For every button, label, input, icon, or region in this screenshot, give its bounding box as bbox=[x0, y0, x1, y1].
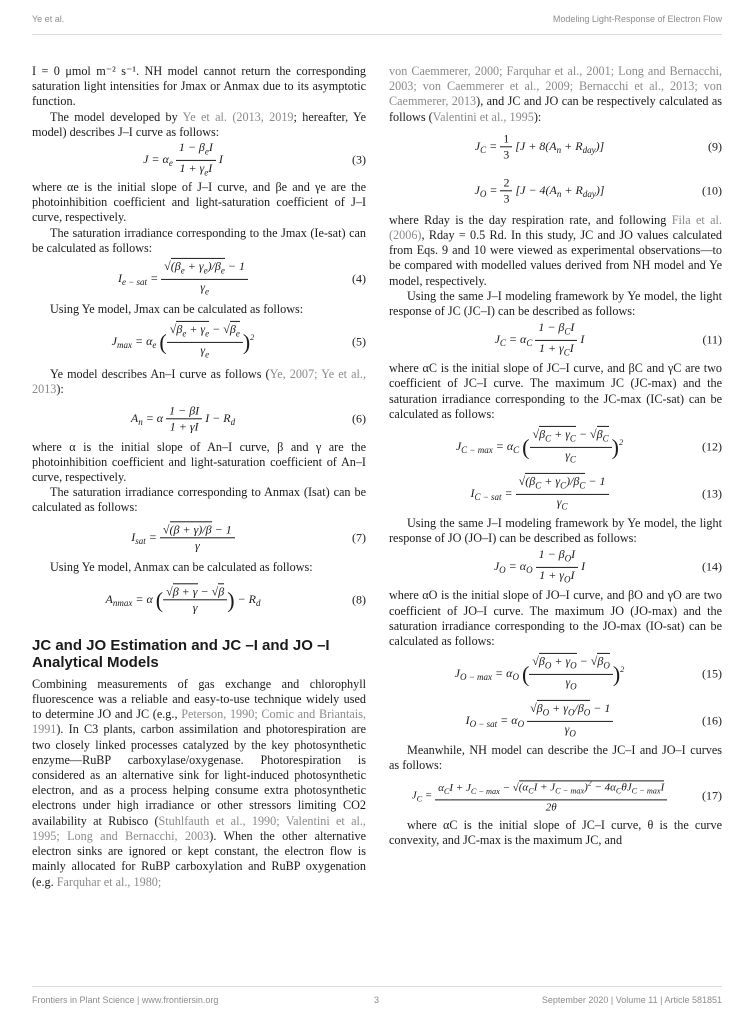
citation-link[interactable]: Ye et al. (2013, 2019 bbox=[182, 109, 294, 124]
citation-link[interactable]: Valentini et al., 1995 bbox=[432, 109, 534, 124]
paragraph: Using the same J–I modeling framework by Ye model, the light response of JO (JO–I) can be described as follows: bbox=[389, 516, 722, 546]
paragraph: where αC is the initial slope of JC–I curve, θ is the curve convexity, and JC-max is the maximum JC, and bbox=[389, 817, 722, 847]
equation-15: $J_{O - max} = \alpha_O$ ( $\frac{√\beta_O + \gamma_O - √\beta_O}{\gamma_O}$ )$^2$ (15) bbox=[454, 654, 722, 692]
equation-3: $J = \alpha_e$ $\frac{1 - \beta_eI}{1 + \gamma_eI}$ I (3) bbox=[143, 139, 366, 177]
paragraph: The saturation irradiance corresponding to Anmax (Isat) can be calculated as follows: bbox=[32, 485, 366, 515]
paragraph: Combining measurements of gas exchange and chlorophyll fluorescence was a reliable and easy-to-use technique widely used to determine JO and JC (e.g., Peterson, 1990; Comic and Briantais, 1991). In C3 plants, carbon assimilation and photorespiration are two closely linked processes catalyzed by the key photosynthetic enzyme—RuBP carboxylase/oxygenase. Photorespiration is considered as an alternative sink for light-induced photosynthetic electron, and as a process helping consume extra photosynthetic electrons under high irradiance or other stressors limiting CO2 availability at Rubisco (Stuhlfauth et al., 1990; Valentini et al., 1995; Long and Bernacchi, 2003). When the other alternative electron sinks are ignored or kept constant, the electron flow is mainly allocated for RuBP carboxylation and RuBP oxygenation (e.g. Farquhar et al., 1980; bbox=[32, 676, 366, 889]
running-header-title: Modeling Light-Response of Electron Flow bbox=[552, 14, 722, 24]
equation-16: $I_{O - sat} = \alpha_O$ $\frac{√\beta_O + \gamma_O/\beta_O - 1}{\gamma_O}$ (16) bbox=[465, 701, 722, 739]
running-header-authors: Ye et al. bbox=[32, 14, 65, 24]
equation-number: (16) bbox=[702, 713, 722, 728]
equation-7: $I_{sat}$ = $\frac{√(\beta + \gamma)/\beta - 1}{\gamma}$ (7) bbox=[131, 521, 366, 553]
citation-link[interactable]: Farquhar et al., 1980; bbox=[56, 874, 162, 889]
citation-link[interactable]: Peterson, 1990; Comic and Briantais, 1991 bbox=[32, 707, 366, 737]
paragraph: Using Ye model, Jmax can be calculated as follows: bbox=[50, 302, 304, 317]
paragraph: Using the same J–I modeling framework by Ye model, the light response of JC (JC–I) can be described as follows: bbox=[389, 288, 722, 319]
equation-number: (12) bbox=[702, 439, 722, 454]
equation-8: $A_{nmax} = \alpha$ ( $\frac{√\beta + \gamma - √\beta}{\gamma}$ ) − $R_d$ (8) bbox=[105, 584, 366, 615]
paragraph: Meanwhile, NH model can describe the JC–I and JO–I curves as follows: bbox=[389, 743, 722, 773]
equation-10: $J_O$ = $\frac{2}{3}$ $[J - 4(A_n + R_{day})]$ (10) bbox=[474, 175, 722, 206]
paragraph: I = 0 μmol m⁻² s⁻¹. NH model cannot return the corresponding saturation light intensities for Jmax or Anmax due to its asymptotic function. bbox=[32, 64, 366, 109]
citation-link[interactable]: Fila et al. (2006) bbox=[389, 212, 722, 243]
equation-5: $J_{max} = \alpha_e$ ( $\frac{√\beta_e + \gamma_e - √\beta_e}{\gamma_e}$ )$^2$ (5) bbox=[111, 322, 366, 360]
equation-number: (15) bbox=[702, 666, 722, 681]
footer-issue: September 2020 | Volume 11 | Article 581851 bbox=[541, 995, 722, 1005]
header-divider bbox=[32, 34, 722, 35]
footer-divider bbox=[32, 986, 722, 987]
left-column bbox=[32, 64, 366, 890]
page-number: 3 bbox=[374, 995, 380, 1005]
citation-link[interactable]: Stuhlfauth et al., 1990; Valentini et al., 1995; Long and Bernacchi, 2003 bbox=[32, 813, 366, 843]
paragraph: where αO is the initial slope of JO–I curve, and βO and γO are two coefficient of JO–I curve. The maximum JO (JO-max) and the saturation irradiance corresponding to the JO-max (IO-sat) can be calculated as follows: bbox=[389, 588, 722, 649]
equation-9: $J_C$ = $\frac{1}{3}$ $[J + 8(A_n + R_{day})]$ (9) bbox=[474, 131, 722, 162]
paragraph: where Rday is the day respiration rate, and following Fila et al. (2006), Rday = 0.5 Rd. In this study, JC and JO values calculated from Eqs. 9 and 10 were viewed as experimental observations—to be compared with modelled values derived from NH model and Ye model, respectively. bbox=[389, 212, 722, 288]
equation-number: (4) bbox=[352, 271, 366, 286]
equation-14: $J_O = \alpha_O$ $\frac{1 - \beta_OI}{1 + \gamma_OI}$ I (14) bbox=[493, 547, 722, 585]
equation-13: $I_{C - sat}$ = $\frac{√(\beta_C + \gamma_C)/\beta_C - 1}{\gamma_C}$ (13) bbox=[470, 473, 722, 511]
footer-journal: Frontiers in Plant Science | www.frontiersin.org bbox=[32, 995, 219, 1005]
right-column bbox=[389, 64, 722, 848]
paragraph: where α is the initial slope of An–I curve, β and γ are the photoinhibition coefficient and light-saturation coefficient of An–I curve, respectively. bbox=[32, 439, 366, 485]
equation-number: (14) bbox=[702, 559, 722, 574]
paragraph: The model developed by Ye et al. (2013, 2019; hereafter, Ye model) describes J–I curve as follows: bbox=[32, 109, 367, 139]
equation-number: (9) bbox=[708, 139, 722, 154]
equation-12: $J_{C - max} = \alpha_C$ ( $\frac{√\beta_C + \gamma_C - √\beta_C}{\gamma_C}$ )$^2$ (12) bbox=[455, 426, 722, 464]
equation-number: (7) bbox=[352, 530, 366, 545]
equation-number: (13) bbox=[702, 486, 722, 501]
paragraph: where αC is the initial slope of JC–I curve, and βC and γC are two coefficient of JC–I curve. The maximum JC (JC-max) and the saturation irradiance corresponding to the JC-max (IC-sat) can be calculated as follows: bbox=[389, 361, 722, 421]
paragraph: where αe is the initial slope of J–I curve, and βe and γe are the photoinhibition coefficient and light-saturation coefficient of J–I curve, respectively. bbox=[32, 180, 366, 225]
equation-11: $J_C = \alpha_C$ $\frac{1 - \beta_CI}{1 + \gamma_CI}$ I (11) bbox=[494, 320, 722, 358]
equation-number: (3) bbox=[352, 152, 366, 167]
equation-6: $A_n = \alpha$ $\frac{1 - \beta I}{1 + \gamma I}$ $I - R_d$ (6) bbox=[130, 402, 366, 434]
equation-17: $J_C$ = $\frac{\alpha_CI + J_{C - max} - √(\alpha_CI + J_{C - max})^2 - 4\alpha_C\theta J_{C - max}I}{2\theta}$ (17) bbox=[389, 774, 722, 818]
equation-number: (17) bbox=[702, 788, 722, 803]
equation-4: $I_{e - sat}$ = $\frac{√(\beta_e + \gamma_e)/\beta_e - 1}{\gamma_e}$ (4) bbox=[117, 258, 366, 296]
paragraph: von Caemmerer, 2000; Farquhar et al., 2001; Long and Bernacchi, 2003; von Caemmerer et al., 2009; Bernacchi et al., 2013; von Caemmerer, 2013), and JC and JO can be respectively calculated as follows (Valentini et al., 1995): bbox=[389, 64, 723, 124]
equation-number: (5) bbox=[352, 334, 366, 349]
equation-number: (11) bbox=[702, 332, 722, 347]
section-heading: JC and JO Estimation and JC –I and JO –I Analytical Models bbox=[32, 636, 330, 671]
paragraph: The saturation irradiance corresponding to the Jmax (Ie-sat) can be calculated as follows: bbox=[32, 225, 366, 255]
citation-link[interactable]: Ye, 2007; Ye et al., 2013 bbox=[32, 367, 366, 397]
paragraph: Ye model describes An–I curve as follows (Ye, 2007; Ye et al., 2013): bbox=[32, 367, 366, 397]
citation-link[interactable]: von Caemmerer, 2000; Farquhar et al., 2001; Long and Bernacchi, 2003; von Caemmerer et al., 2009; Bernacchi et al., 2013; von Caemmerer, 2013 bbox=[389, 64, 722, 109]
equation-number: (6) bbox=[352, 411, 366, 426]
equation-number: (10) bbox=[702, 183, 722, 198]
paragraph: Using Ye model, Anmax can be calculated as follows: bbox=[50, 559, 313, 574]
equation-number: (8) bbox=[352, 592, 366, 607]
